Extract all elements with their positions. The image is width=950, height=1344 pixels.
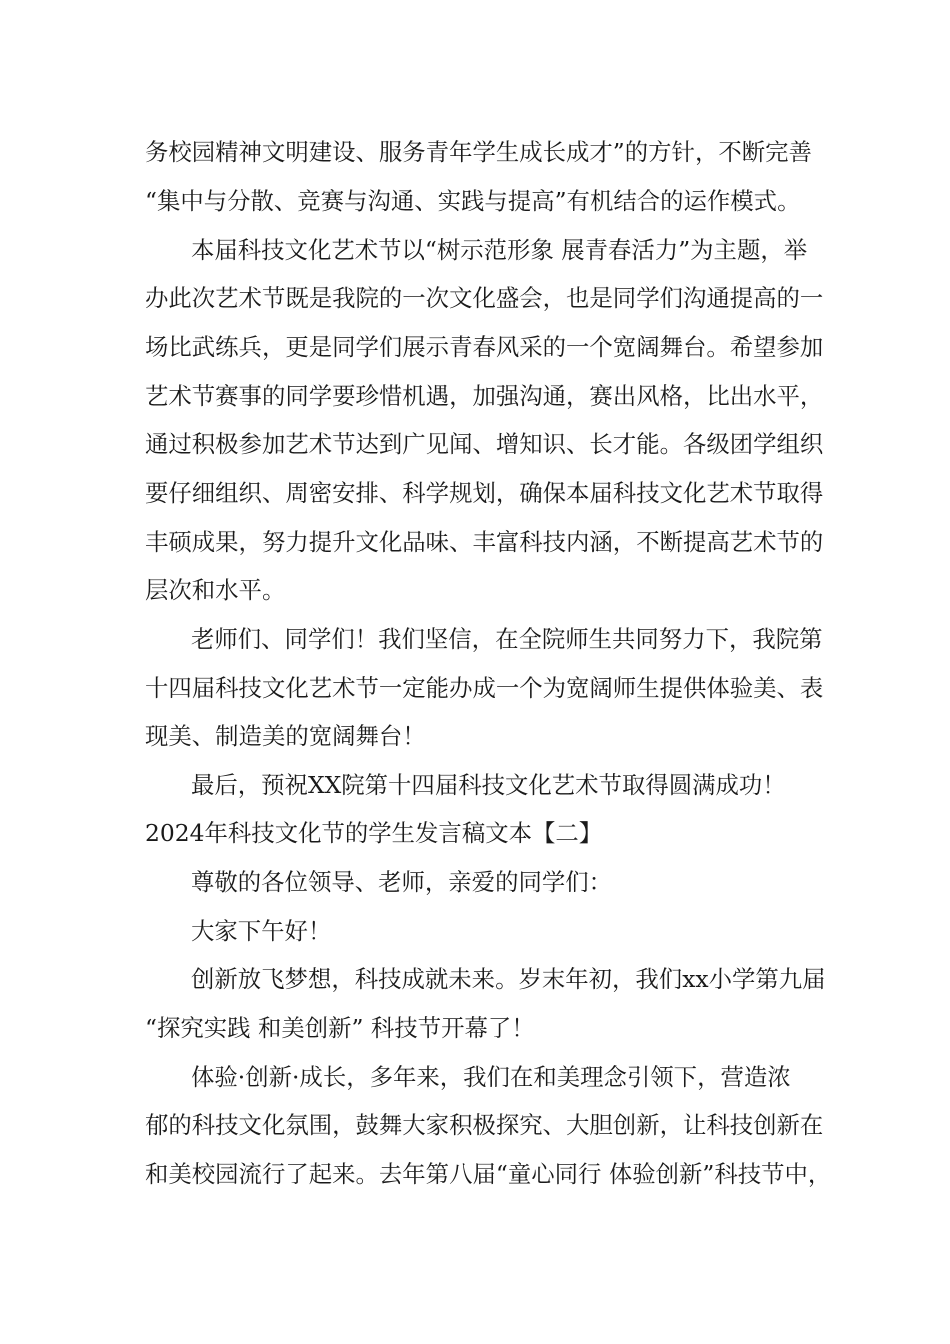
text-line: “集中与分散、竞赛与沟通、实践与提高”有机结合的运作模式。: [145, 187, 801, 215]
text-line: 艺术节赛事的同学要珍惜机遇，加强沟通，赛出风格，比出水平，: [145, 382, 824, 410]
text-line: 层次和水平。: [145, 576, 286, 604]
text-line: 现美、制造美的宽阔舞台！: [145, 722, 426, 750]
text-line: 和美校园流行了起来。去年第八届“童心同行 体验创新”科技节中，: [145, 1160, 832, 1188]
text-line: 郁的科技文化氛围，鼓舞大家积极探究、大胆创新，让科技创新在: [145, 1111, 824, 1139]
paragraph-start-line: 创新放飞梦想，科技成就未来。岁末年初，我们xx小学第九届: [191, 965, 826, 993]
greeting-line: 大家下午好！: [191, 917, 332, 945]
text-line: 十四届科技文化艺术节一定能办成一个为宽阔师生提供体验美、表: [145, 674, 824, 702]
text-line: 通过积极参加艺术节达到广见闻、增知识、长才能。各级团学组织: [145, 430, 824, 458]
text-line: 丰硕成果，努力提升文化品味、丰富科技内涵，不断提高艺术节的: [145, 528, 824, 556]
salutation-line: 尊敬的各位领导、老师，亲爱的同学们：: [191, 868, 613, 896]
text-line: 办此次艺术节既是我院的一次文化盛会，也是同学们沟通提高的一: [145, 284, 824, 312]
paragraph-start-line: 本届科技文化艺术节以“树示范形象 展青春活力”为主题，举: [191, 236, 808, 264]
text-line: 务校园精神文明建设、服务青年学生成长成才”的方针，不断完善: [145, 138, 812, 166]
text-line: “探究实践 和美创新” 科技节开幕了！: [145, 1014, 535, 1042]
section-heading: 2024年科技文化节的学生发言稿文本【二】: [145, 819, 603, 847]
paragraph-start-line: 最后，预祝XX院第十四届科技文化艺术节取得圆满成功！: [191, 771, 786, 799]
paragraph-start-line: 体验·创新·成长，多年来，我们在和美理念引领下，营造浓: [191, 1063, 791, 1091]
text-line: 场比武练兵，更是同学们展示青春风采的一个宽阔舞台。希望参加: [145, 333, 824, 361]
text-line: 要仔细组织、周密安排、科学规划，确保本届科技文化艺术节取得: [145, 479, 824, 507]
paragraph-start-line: 老师们、同学们！我们坚信，在全院师生共同努力下，我院第: [191, 625, 823, 653]
